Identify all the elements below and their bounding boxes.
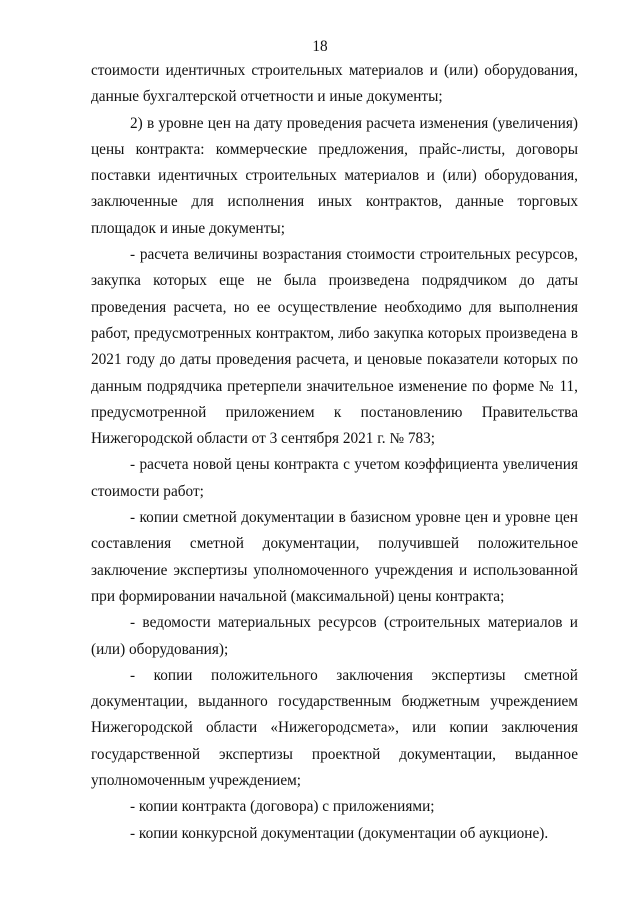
- paragraph-item-2: 2) в уровне цен на дату проведения расчета изменения (увеличения) цены контракта: коммерческие предложения, прайс-листы, договоры поставки идентичных строительных материалов и (или) оборудования, заключенные для исполнения иных контрактов, данные торговых площадок и иные документы;: [91, 114, 578, 237]
- paragraph-bullet-estimate-documentation: - копии сметной документации в базисном уровне цен и уровне цен составления сметной документации, получившей положительное заключение экспертизы уполномоченного учреждения и использованной при формировании начальной (максимальной) цены контракта;: [91, 509, 578, 605]
- paragraph-bullet-material-statements: - ведомости материальных ресурсов (строительных материалов и (или) оборудования);: [91, 614, 578, 658]
- page-number: 18: [312, 38, 328, 55]
- paragraph-bullet-tender-documentation: - копии конкурсной документации (документации об аукционе).: [130, 824, 549, 842]
- paragraph-bullet-contract-copies: - копии контракта (договора) с приложениями;: [130, 798, 435, 816]
- document-body: [91, 58, 578, 847]
- paragraph-bullet-cost-increase-calculation: - расчета величины возрастания стоимости строительных ресурсов, закупка которых еще не была произведена подрядчиком до даты проведения расчета, но ее осуществление необходимо для выполнения работ, предусмотренных контрактом, либо закупка которых произведена в 2021 году до даты проведения расчета, и ценовые показатели которых по данным подрядчика претерпели значительное изменение по форме № 11, предусмотренной приложением к постановлению Правительства Нижегородской области от 3 сентября 2021 г. № 783;: [91, 246, 578, 448]
- paragraph-bullet-new-price-calculation: - расчета новой цены контракта с учетом коэффициента увеличения стоимости работ;: [91, 456, 578, 500]
- paragraph-continuation: стоимости идентичных строительных материалов и (или) оборудования, данные бухгалтерской отчетности и иные документы;: [91, 62, 578, 106]
- paragraph-bullet-expertise-conclusion: - копии положительного заключения экспертизы сметной документации, выданного государственным бюджетным учреждением Нижегородской области «Нижегородсмета», или копии заключения государственной экспертизы проектной документации, выданное уполномоченным учреждением;: [91, 666, 578, 790]
